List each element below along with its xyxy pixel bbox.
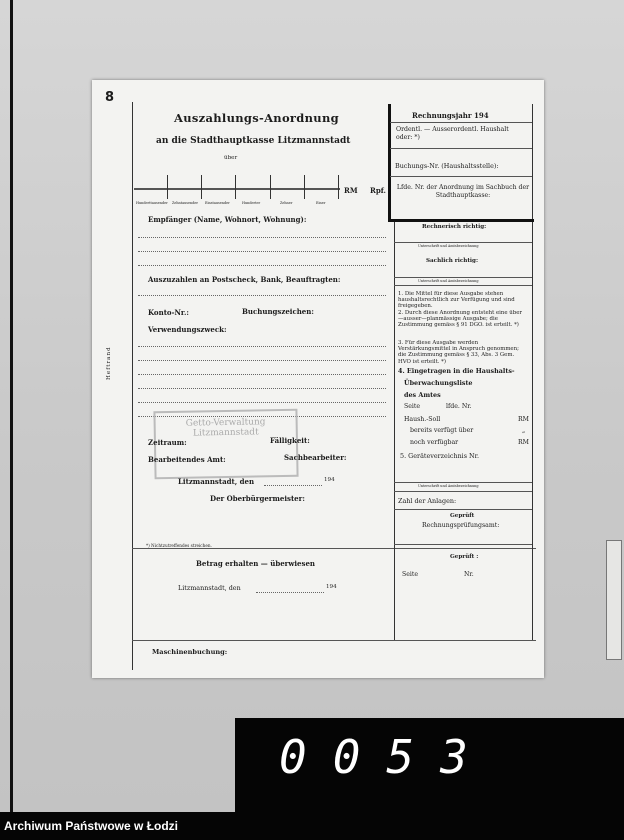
booking-number-label: Buchungs-Nr. (Haushaltsstelle): bbox=[395, 162, 499, 170]
place-date-label-2: Litzmannstadt, den bbox=[178, 584, 241, 592]
checked-label: Geprüft bbox=[450, 513, 475, 519]
equipment-register: 5. Geräteverzeichnis Nr. bbox=[400, 452, 480, 460]
purpose-label: Verwendungszweck: bbox=[148, 325, 227, 334]
budget-clause-2: 2. Durch diese Anordnung entsteht eine über—ausser—planmässige Ausgabe; die Zustimmung gemäss § 91 DGO. ist erteilt. *) bbox=[398, 310, 522, 329]
due-date-label: Fälligkeit: bbox=[270, 436, 310, 445]
recipient-line bbox=[138, 237, 386, 238]
signature-caption: Unterschrift und Amtsbezeichnung bbox=[418, 484, 479, 488]
page-label-2: Seite bbox=[402, 571, 419, 578]
divider bbox=[132, 548, 536, 549]
clerk-label: Sachbearbeiter: bbox=[284, 453, 347, 462]
right-rule bbox=[394, 277, 532, 278]
payment-order-form bbox=[92, 80, 544, 678]
margin-line bbox=[132, 102, 133, 670]
archive-label: Archiwum Państwowe w Łodzi bbox=[4, 819, 179, 833]
right-rule bbox=[394, 509, 532, 510]
rm-2: RM bbox=[518, 439, 529, 446]
order-number-label: Lfde. Nr. der Anordnung im Sachbuch der Stadthauptkasse: bbox=[396, 184, 530, 199]
entry-line-a: 4. Eingetragen in die Haushalts- bbox=[398, 367, 515, 375]
already-committed: bereits verfügt über bbox=[410, 427, 474, 434]
ueber-label: über bbox=[224, 155, 238, 161]
right-column-edge bbox=[532, 104, 533, 640]
fiscal-year: Rechnungsjahr 194 bbox=[412, 111, 489, 120]
amount-tick bbox=[201, 175, 202, 199]
right-rule-thick bbox=[388, 219, 534, 222]
denom-label: Zehntausender bbox=[172, 201, 199, 205]
frame-counter-panel bbox=[235, 718, 624, 812]
right-rule bbox=[390, 122, 532, 123]
footnote: *) Nichtzutreffendes streichen. bbox=[146, 543, 212, 548]
right-rule bbox=[394, 285, 532, 286]
signature-caption: Unterschrift und Amtsbezeichnung bbox=[418, 279, 479, 283]
page-label: Seite bbox=[404, 403, 421, 410]
payout-label: Auszuzahlen an Postscheck, Bank, Beauftragten: bbox=[148, 275, 341, 284]
right-rule bbox=[394, 482, 532, 483]
purpose-line bbox=[138, 388, 386, 389]
payout-line bbox=[138, 295, 386, 296]
heftrand-label: Heftrand bbox=[106, 346, 112, 380]
budget-clause-3: 3. Für diese Ausgabe werden Verstärkungsmittel in Anspruch genommen; die Zustimmung gemäss § 33, Abs. 3 Gem. HVO ist erteilt. *) bbox=[398, 340, 519, 365]
frame-counter: 0053 bbox=[279, 730, 494, 784]
recipient-line bbox=[138, 265, 386, 266]
purpose-line bbox=[138, 402, 386, 403]
recipient-label: Empfänger (Name, Wohnort, Wohnung): bbox=[148, 215, 307, 224]
recipient-line bbox=[138, 251, 386, 252]
amount-tick bbox=[167, 175, 168, 199]
attachments-count: Zahl der Anlagen: bbox=[398, 497, 457, 505]
audit-office: Rechnungsprüfungsamt: bbox=[422, 522, 500, 529]
denom-label: Einer bbox=[316, 201, 326, 205]
date-line-2 bbox=[256, 592, 324, 593]
currency-rm: RM bbox=[344, 186, 358, 195]
amount-line bbox=[134, 188, 340, 190]
denom-label: Hunderttausender bbox=[136, 201, 168, 205]
mayor-label: Der Oberbürgermeister: bbox=[210, 494, 305, 503]
amount-received-label: Betrag erhalten — überwiesen bbox=[196, 559, 315, 568]
stamp-line: Getto-Verwaltung bbox=[185, 417, 266, 429]
year-suffix-2: 194 bbox=[326, 584, 337, 590]
divider bbox=[132, 640, 536, 641]
paper-scrap bbox=[606, 540, 622, 660]
denom-label: Hunderter bbox=[242, 201, 261, 205]
factual-check: Sachlich richtig: bbox=[426, 258, 479, 264]
right-rule bbox=[390, 176, 532, 177]
purpose-line bbox=[138, 346, 386, 347]
signature-caption: Unterschrift und Amtsbezeichnung bbox=[418, 244, 479, 248]
machine-booking-label: Maschinenbuchung: bbox=[152, 648, 228, 656]
arithmetic-check: Rechnerisch richtig: bbox=[422, 224, 487, 230]
checked-label-2: Geprüft : bbox=[450, 554, 479, 560]
form-subtitle: an die Stadthauptkasse Litzmannstadt bbox=[156, 136, 351, 146]
amount-tick bbox=[235, 175, 236, 199]
place-date-label: Litzmannstadt, den bbox=[178, 477, 255, 486]
purpose-line bbox=[138, 360, 386, 361]
sheet-number: 8 bbox=[105, 90, 115, 105]
purpose-line bbox=[138, 374, 386, 375]
year-suffix: 194 bbox=[324, 477, 335, 483]
denom-label: Zehner bbox=[280, 201, 293, 205]
budget-target: Haush.-Soll bbox=[404, 416, 441, 423]
film-edge bbox=[10, 0, 13, 812]
right-rule bbox=[390, 148, 532, 149]
serial-label: lfde. Nr. bbox=[446, 403, 472, 410]
amount-tick bbox=[304, 175, 305, 199]
denom-label: Einstausender bbox=[205, 201, 230, 205]
ditto-mark: „ bbox=[522, 427, 526, 434]
stamp-line: Litzmannstadt bbox=[192, 427, 259, 439]
right-rule bbox=[394, 242, 532, 243]
amount-tick bbox=[338, 175, 339, 199]
period-label: Zeitraum: bbox=[148, 438, 187, 447]
right-rule bbox=[394, 544, 532, 545]
date-line bbox=[264, 485, 322, 486]
booking-mark-label: Buchungszeichen: bbox=[242, 307, 314, 316]
currency-rpf: Rpf. bbox=[370, 186, 386, 195]
right-column-border bbox=[394, 220, 395, 640]
entry-line-c: des Amtes bbox=[404, 391, 441, 399]
entry-line-b: Überwachungsliste bbox=[404, 379, 473, 387]
budget-clause-1: 1. Die Mittel für diese Ausgabe stehen haushaltsrechtlich zur Verfügung und sind freigegeben. bbox=[398, 291, 515, 310]
department-label: Bearbeitendes Amt: bbox=[148, 455, 226, 464]
number-label-2: Nr. bbox=[464, 571, 474, 578]
budget-type: Ordentl. — Ausserordentl. Haushalt oder: *) bbox=[396, 126, 509, 141]
still-available: noch verfügbar bbox=[410, 439, 459, 446]
archive-footer bbox=[0, 812, 624, 840]
right-rule bbox=[394, 491, 532, 492]
amount-tick bbox=[270, 175, 271, 199]
rm-1: RM bbox=[518, 416, 529, 423]
account-number-label: Konto-Nr.: bbox=[148, 308, 189, 317]
form-title: Auszahlungs-Anordnung bbox=[174, 111, 339, 125]
